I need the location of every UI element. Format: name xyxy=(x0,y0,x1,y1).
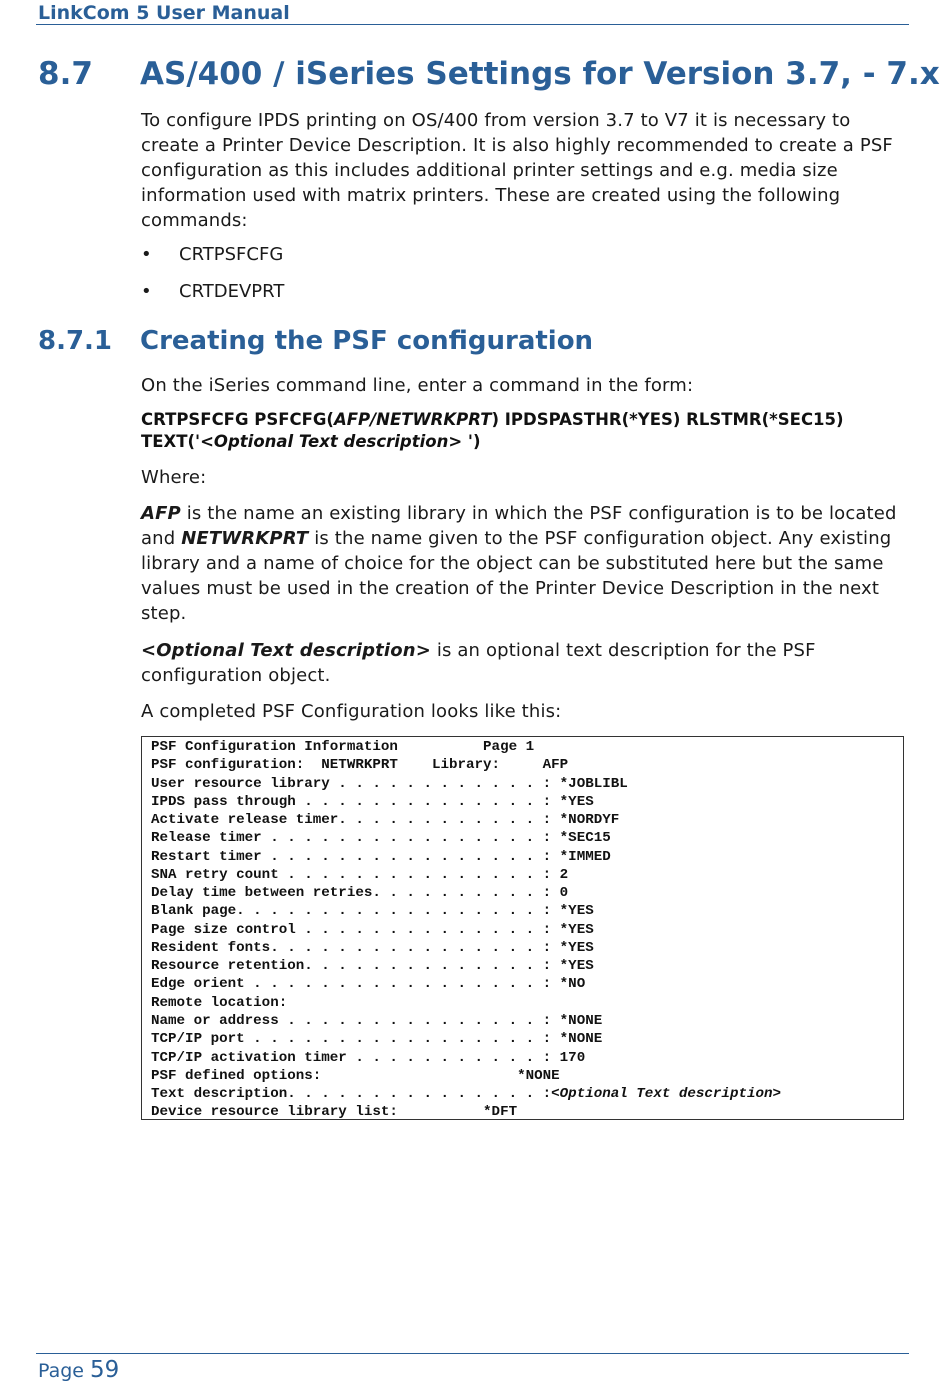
completed-intro: A completed PSF Configuration looks like this: xyxy=(141,701,562,722)
command-part: ') xyxy=(462,432,481,451)
screen-line: Resource retention. . . . . . . . . . . . . . : *YES xyxy=(151,958,594,975)
screen-line: Page size control . . . . . . . . . . . . . . : *YES xyxy=(151,921,594,938)
screen-line: Blank page. . . . . . . . . . . . . . . . . . : *YES xyxy=(151,903,594,920)
page-label: Page xyxy=(38,1360,91,1382)
subsection-heading xyxy=(38,326,593,356)
description-paragraph xyxy=(141,638,901,688)
screen-line: Resident fonts. . . . . . . . . . . . . . . . : *YES xyxy=(151,939,594,956)
screen-line: Name or address . . . . . . . . . . . . . . . : *NONE xyxy=(151,1012,603,1029)
screen-line: User resource library . . . . . . . . . . . . : *JOBLIBL xyxy=(151,775,628,792)
section-number: 8.7 xyxy=(38,56,93,92)
screen-line: Remote location: xyxy=(151,994,288,1011)
list-item xyxy=(141,281,284,318)
bullet-icon: • xyxy=(141,281,152,302)
command-part: ) IPDSPASTHR(*YES) RLSTMR(*SEC15) xyxy=(491,410,844,429)
paragraph-text: is an optional text description for the PSF configuration object. xyxy=(141,640,816,686)
screen-line: Edge orient . . . . . . . . . . . . . . . . . : *NO xyxy=(151,976,586,993)
intro-paragraph: To configure IPDS printing on OS/400 from version 3.7 to V7 it is necessary to create a Printer Device Description. It is also highly recommended to create a PSF configuration as this includes additional printer settings and e.g. media size information used with matrix printers. These are created using the following commands: xyxy=(141,110,893,231)
command-list xyxy=(141,244,284,318)
screen-field-value: <Optional Text description> xyxy=(551,1086,782,1103)
screen-line: Delay time between retries. . . . . . . . . . : 0 xyxy=(151,885,569,902)
command-example xyxy=(141,409,901,453)
command-part: TEXT(' xyxy=(141,432,201,451)
screen-line: Activate release timer. . . . . . . . . . . . : *NORDYF xyxy=(151,812,620,829)
afp-paragraph xyxy=(141,501,901,626)
screen-line: Restart timer . . . . . . . . . . . . . . . . : *IMMED xyxy=(151,848,611,865)
list-item-label: CRTDEVPRT xyxy=(179,281,285,302)
screen-line: PSF Configuration Information Page 1 xyxy=(151,739,535,755)
paragraph-text: is the name an existing library in which the PSF configuration is to be located and xyxy=(141,503,897,549)
section-title: AS/400 / iSeries Settings for Version 3.7, - 7.x xyxy=(140,56,940,92)
page-number-value: 59 xyxy=(90,1357,120,1383)
section-heading xyxy=(38,56,940,92)
command-part: CRTPSFCFG PSFCFG( xyxy=(141,410,334,429)
page-number xyxy=(38,1357,119,1383)
command-object: NETWRKPRT xyxy=(376,410,492,429)
screen-line-text-description xyxy=(151,1085,894,1103)
screen-line: TCP/IP activation timer . . . . . . . . . . . : 170 xyxy=(151,1049,586,1066)
running-header-title: LinkCom 5 User Manual xyxy=(38,2,290,24)
command-separator: / xyxy=(370,410,377,429)
term-afp: AFP xyxy=(141,503,181,524)
screen-line: PSF configuration: NETWRKPRT Library: AFP xyxy=(151,757,569,774)
list-item-label: CRTPSFCFG xyxy=(179,244,284,265)
screen-line: PSF defined options: *NONE xyxy=(151,1067,560,1084)
footer-rule xyxy=(36,1353,909,1354)
subsection-title: Creating the PSF configuration xyxy=(140,326,594,356)
screen-line: SNA retry count . . . . . . . . . . . . . . . : 2 xyxy=(151,866,569,883)
command-intro: On the iSeries command line, enter a command in the form: xyxy=(141,375,694,396)
psf-configuration-screen xyxy=(141,736,904,1120)
list-item xyxy=(141,244,284,281)
command-library: AFP xyxy=(333,410,371,429)
screen-line: IPDS pass through . . . . . . . . . . . . . . : *YES xyxy=(151,793,594,810)
screen-field-label: Text description. . . . . . . . . . . . . . . : xyxy=(151,1086,552,1103)
term-netwrkprt: NETWRKPRT xyxy=(181,528,309,549)
where-label: Where: xyxy=(141,467,207,488)
subsection-number: 8.7.1 xyxy=(38,326,113,356)
screen-line: TCP/IP port . . . . . . . . . . . . . . . . . : *NONE xyxy=(151,1031,603,1048)
paragraph-text: is the name given to the PSF configuration object. Any existing library and a name of choice for the object can be substituted here but the same values must be used in the creation of the Printer Device Description in the next step. xyxy=(141,528,892,624)
header-rule xyxy=(36,24,909,25)
bullet-icon: • xyxy=(141,244,152,265)
term-optional-text: <Optional Text description> xyxy=(141,640,431,661)
screen-line: Release timer . . . . . . . . . . . . . . . . : *SEC15 xyxy=(151,830,611,847)
screen-line: Device resource library list: *DFT xyxy=(151,1104,518,1121)
command-description: <Optional Text description> xyxy=(200,432,463,451)
